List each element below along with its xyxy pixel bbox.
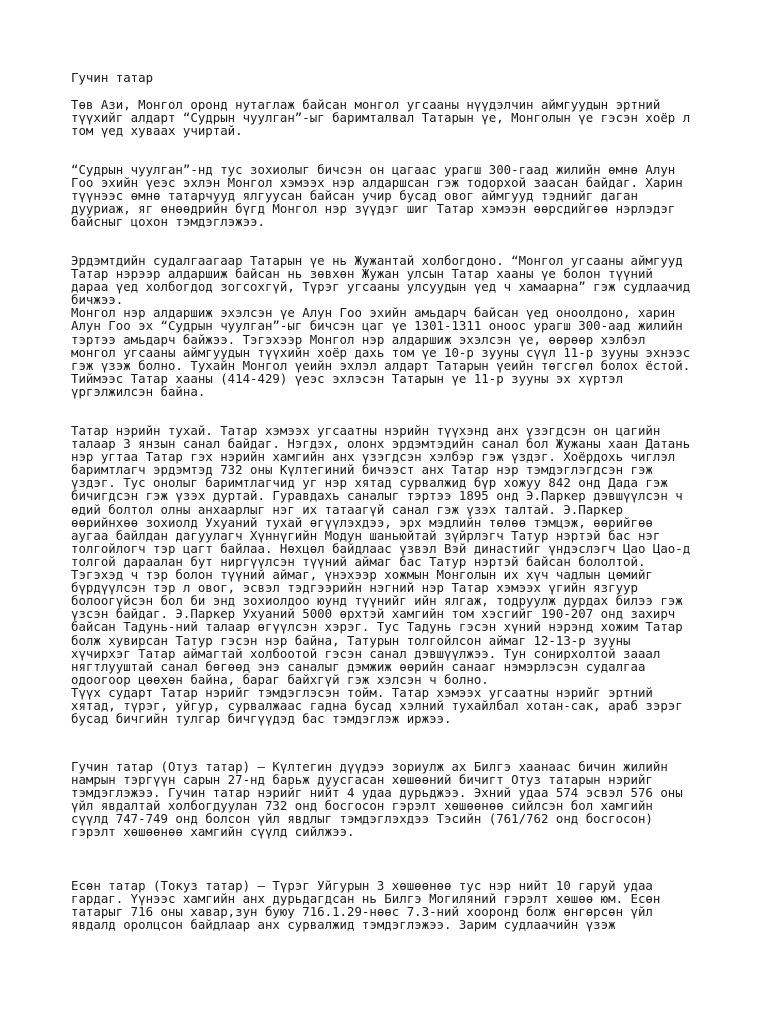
text-line: сүүлд 747-749 онд болсон үйл явдлыг тэмдэглэхдээ Тэсийн (761/762 онд босгосон): [71, 811, 653, 827]
text-line: толгой дараалан бут ниргүүлсэн түүний аймаг бас Татур нэртэй байсан бололтой.: [71, 553, 646, 569]
paragraph-research: [71, 254, 761, 398]
text-line: бусад бичгийн тулгар бичгүүдэд бас тэмдэглэж иржээ.: [71, 711, 452, 727]
text-line: түүнээс өмнө татарчууд ялгуусан байсан учир бусад овог аймгууд тэднийг даган: [71, 188, 638, 204]
text-line: одоогоор цөөхөн байна, бараг байхгүй гэж хэлсэн ч болно.: [71, 671, 489, 687]
text-line: нягтлууштай санал бөгөөд энэ саналыг дэмжиж өөрийн санааг нэмэрлэсэн судалгаа: [71, 658, 646, 674]
text-line: толгойлогч тэр цагт байлаа. Нөхцөл байдлаас үзвэл Вэй династийг үндэслэгч Цао Цао-д: [71, 540, 691, 556]
text-line: тэртээ амьдарч байжээ. Тэгэхээр Монгол нэр алдаршиж эхэлсэн үе, өөрөөр хэлбэл: [71, 331, 646, 347]
text-line: үздэг. Тус онолыг баримтлагчид уг нэр хятад сурвалжид бүр хожуу 842 онд Дада гэж: [71, 475, 668, 491]
text-line: өөрийнхөө зохиолд Ухуаний тухай өгүүлэхдээ, эрх мэдлийн төлөө тэмцэж, өөрийгөө: [71, 514, 653, 530]
text-line: Эрдэмтдийн судалгаагаар Татарын үе нь Жужантай холбогдоно. “Монгол угсааны аймгууд: [71, 253, 683, 268]
text-line: намрын тэргүүн сарын 27-нд барьж дуусгасан хөшөөний бичигт Отуз татарын нэрийг: [71, 772, 653, 788]
text-line: гардаг. Үүнээс хамгийн анх дурьдагдсан нь Билгэ Могиляний гэрэлт хөшөө юм. Есөн: [71, 891, 661, 907]
text-line: бичжээ.: [71, 292, 124, 308]
text-line: “Судрын чуулган”-нд тус зохиолыг бичсэн он цагаас урагш 300-гаад жилийн өмнө Алун: [71, 162, 676, 177]
text-line: явдалд оролцсон байдлаар анх сурвалжид тэмдэглэжээ. Зарим судлаачийн үзэж: [71, 917, 616, 933]
text-line: дууриаж, яг өнөөдрийн бүгд Монгол нэр зүүдэг шиг Татар хэмээн өөрсдийгөө нэрлэдэг: [71, 201, 676, 217]
text-line: татарыг 716 оны хавар,зун буюу 716.1.29-нөөс 7.3-ний хооронд болж өнгөрсөн үйл: [71, 904, 653, 920]
paragraph-tokuz-tatar: [71, 879, 761, 931]
text-line: Төв Ази, Монгол оронд нутаглаж байсан монгол угсааны нүүдэлчин аймгуудын эртний: [71, 97, 661, 112]
text-line: болж хувирсан Татур гэсэн нэр байна, Татурын толгойлсон аймаг 12-13-р зууны: [71, 632, 631, 648]
text-line: баримтлагч эрдэмтэд 732 оны Күлтегиний бичээст анх Татар нэр тэмдэглэгдсэн гэж: [71, 462, 653, 478]
text-line: хятад, түрэг, уйгур, сурвалжаас гадна бусад хэлний тухайлбал хотан-сак, араб зэрэг: [71, 697, 683, 713]
text-line: Татар нэрээр алдаршиж байсан нь зөвхөн Жужан улсын Татар хааны үе болон түүний: [71, 266, 653, 282]
paragraph-otuz-tatar: [71, 760, 761, 839]
text-line: Алун Гоо эх “Судрын чуулган”-ыг бичсэн цаг үе 1301-1311 оноос урагш 300-аад жилийн: [71, 318, 683, 334]
text-line: Тэгэхэд ч тэр болон түүний аймаг, үнэхээр хожмын Монголын их хүч чадлын цөмийг: [71, 567, 653, 583]
text-line: хүчирхэг Татар аймагтай холбоотой гэсэн санал дэвшүүлжээ. Тун сонирхолтой зааал: [71, 645, 661, 661]
paragraph-tatar-name: [71, 424, 761, 725]
paragraph-chronicle: [71, 163, 761, 228]
text-line: талаар 3 янзын санал байдаг. Нэгдэх, олонх эрдэмтэдийн санал бол Жужаны хаан Датань: [71, 436, 691, 452]
text-line: гэж үзэж болно. Тухайн Монгол үеийн эхлэл алдарт Татарын үеийн төгсгөл болох ёстой.: [71, 357, 691, 373]
text-line: Татар нэрийн тухай. Татар хэмээх угсаатны нэрийн түүхэнд анх үзэгдсэн он цагийн: [71, 423, 661, 438]
text-line: үйл явдалтай холбогдуулан 732 онд босгосон гэрэлт хөшөөнөө сийлсэн бол хамгийн: [71, 798, 653, 814]
text-line: Есөн татар (Токуз татар) – Түрэг Уйгурын 3 хөшөөнөө тус нэр нийт 10 гаруй удаа: [71, 878, 653, 893]
text-line: монгол угсааны аймгуудын түүхийн хоёр дахь том үе 10-р зууны сүүл 11-р зууны эхнээс: [71, 344, 691, 360]
text-line: байсан Тадунь-ний талаар өгүүлсэн хэрэг. Тус Тадунь гэсэн хүний нэрэнд хожим Татар: [71, 619, 683, 635]
text-line: Түүх сударт Татар нэрийг тэмдэглэсэн тойм. Татар хэмээх угсаатны нэрийг эртний: [71, 684, 653, 700]
text-line: тэмдэглэжээ. Гучин татар нэрийг нийт 4 удаа дурьджээ. Эхний удаа 574 эсвэл 576 оны: [71, 785, 683, 801]
text-line: нэр угтаа Татар гэх нэрийн хамгийн анх үзэгдсэн хэлбэр гэж үздэг. Хоёрдохь чиглэл: [71, 449, 676, 465]
text-line: түүхийг алдарт “Судрын чуулган”-ыг баримталвал Татарын үе, Монголын үе гэсэн хоёр л: [71, 110, 691, 126]
text-line: Гоо эхийн үеэс эхлэн Монгол хэмээх нэр алдаршсан гэж тодорхой заасан байдаг. Харин: [71, 175, 683, 191]
text-line: гэрэлт хөшөөнөө хамгийн сүүлд сийлжээ.: [71, 824, 355, 840]
text-line: том үед хуваах учиртай.: [71, 123, 243, 139]
text-line: үзсэн байдаг. Э.Паркер Ухуаний 5000 өрхтэй хамгийн том хэсгийг 190-207 онд захирч: [71, 606, 676, 622]
text-line: үргэлжилсэн байна.: [71, 383, 206, 399]
text-line: Гучин татар (Отуз татар) – Күлтегин дүүдээ зориулж ах Билгэ хаанаас бичин жилийн: [71, 759, 668, 774]
text-line: өдий болтол олны анхаарлыг нэг их татаагүй санал гэж үзэх талтай. Э.Паркер: [71, 501, 624, 517]
text-line: Тиймээс Татар хааны (414-429) үеэс эхлэсэн Татарын үе 11-р зууны эх хүртэл: [71, 370, 624, 386]
text-line: байсныг цохон тэмдэглэжээ.: [71, 214, 265, 230]
text-line: аугаа байлдан дагуулагч Хүннүгийн Модун шаньюйтай зүйрлэгч Татур нэртэй бас нэг: [71, 527, 661, 543]
text-line: бүрдүүлсэн тэр л овог, эсвэл тэдгээрийн нэгний нэр Татар хэмээх үгийн язгуур: [71, 580, 638, 596]
paragraph-tatar-era-intro: [71, 98, 761, 137]
text-line: болоогүйсэн бол би энд зохиолдоо юунд түүнийг ийн ялгаж, тодруулж дурдах билээ гэж: [71, 593, 683, 609]
text-line: дараа үед холбогдод зогсохгүй, Түрэг угсааны улсуудын үед ч хамаарна” гэж судлаачид: [71, 279, 691, 295]
document-title: Гучин татар: [71, 70, 154, 85]
text-line: Монгол нэр алдаршиж эхэлсэн үе Алун Гоо эхийн амьдарч байсан үед оноолдоно, харин: [71, 305, 676, 321]
text-line: бичигдсэн гэж үзэх дуртай. Гуравдахь саналыг тэртээ 1895 онд Э.Паркер дэвшүүлсэн ч: [71, 488, 683, 504]
